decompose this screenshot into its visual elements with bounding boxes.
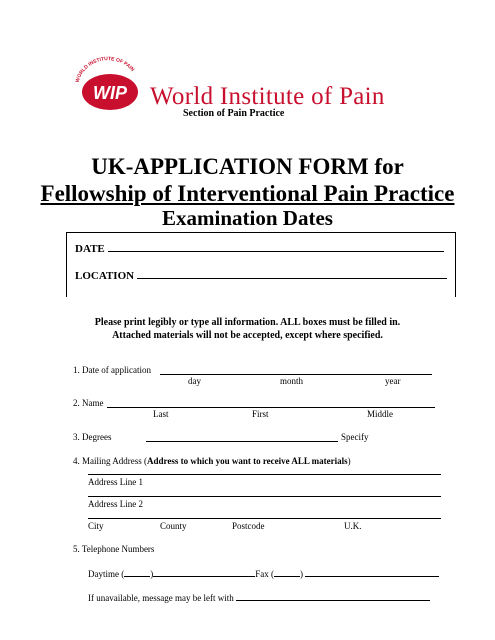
wip-logo — [68, 54, 148, 114]
logo-letters: WIP — [93, 83, 127, 103]
name-field[interactable] — [107, 407, 435, 408]
degrees-label: 3. Degrees — [73, 432, 112, 442]
mailing-address-label — [73, 456, 351, 466]
form-title: UK-APPLICATION FORM for — [91, 154, 404, 179]
date-row — [75, 241, 444, 255]
instructions-line-1: Please print legibly or type all information. ALL boxes must be filled in. — [94, 317, 401, 328]
location-label: LOCATION — [75, 270, 135, 282]
org-name: World Institute of Pain — [150, 83, 385, 110]
instructions-line-2: Attached materials will not be accepted, except where specified. — [112, 330, 383, 341]
name-label: 2. Name — [73, 398, 104, 408]
message-contact-field[interactable] — [236, 590, 430, 601]
location-row — [75, 268, 447, 282]
message-row — [88, 590, 430, 603]
daytime-paren: ) — [150, 569, 154, 579]
postcode-sublabel: Postcode — [232, 521, 265, 531]
county-sublabel: County — [160, 521, 187, 531]
date-of-application-field[interactable] — [160, 374, 432, 375]
mailing-address-suffix: ) — [347, 456, 351, 466]
address-line-1-field[interactable] — [88, 474, 441, 475]
address-line-2-field[interactable] — [88, 496, 441, 497]
day-sublabel: day — [188, 376, 201, 386]
daytime-row — [88, 566, 439, 579]
fax-number-field[interactable] — [305, 566, 439, 577]
date-of-application-label: 1. Date of application — [73, 365, 151, 375]
specify-label: Specify — [341, 432, 369, 442]
daytime-label: Daytime ( — [88, 569, 125, 579]
telephone-label: 5. Telephone Numbers — [73, 544, 155, 554]
logo-arc-text: WORLD INSTITUTE OF PAIN — [74, 56, 136, 84]
location-field[interactable] — [137, 268, 447, 279]
last-sublabel: Last — [153, 409, 169, 419]
city-county-postcode-field[interactable] — [88, 518, 441, 519]
form-subtitle: Fellowship of Interventional Pain Practice — [40, 181, 455, 206]
country-sublabel: U.K. — [344, 521, 362, 531]
month-sublabel: month — [280, 376, 304, 386]
unavailable-label: If unavailable, message may be left with — [88, 593, 234, 603]
fax-area-code-field[interactable] — [274, 566, 300, 577]
middle-sublabel: Middle — [367, 409, 393, 419]
exam-info-box — [66, 232, 456, 297]
address-line-2-sublabel: Address Line 2 — [88, 499, 143, 509]
fax-label: Fax ( — [255, 569, 274, 579]
year-sublabel: year — [385, 376, 401, 386]
section-label: Section of Pain Practice — [183, 108, 285, 119]
exam-dates-heading: Examination Dates — [162, 206, 333, 230]
fax-paren: ) — [300, 569, 303, 579]
mailing-address-note: Address to which you want to receive ALL materials — [147, 456, 348, 466]
city-sublabel: City — [88, 521, 104, 531]
first-sublabel: First — [252, 409, 269, 419]
degrees-field[interactable] — [146, 441, 338, 442]
daytime-number-field[interactable] — [153, 566, 255, 577]
date-label: DATE — [75, 243, 105, 255]
daytime-area-code-field[interactable] — [124, 566, 150, 577]
date-field[interactable] — [108, 241, 444, 252]
mailing-address-prefix: 4. Mailing Address ( — [73, 456, 147, 466]
address-line-1-sublabel: Address Line 1 — [88, 477, 143, 487]
